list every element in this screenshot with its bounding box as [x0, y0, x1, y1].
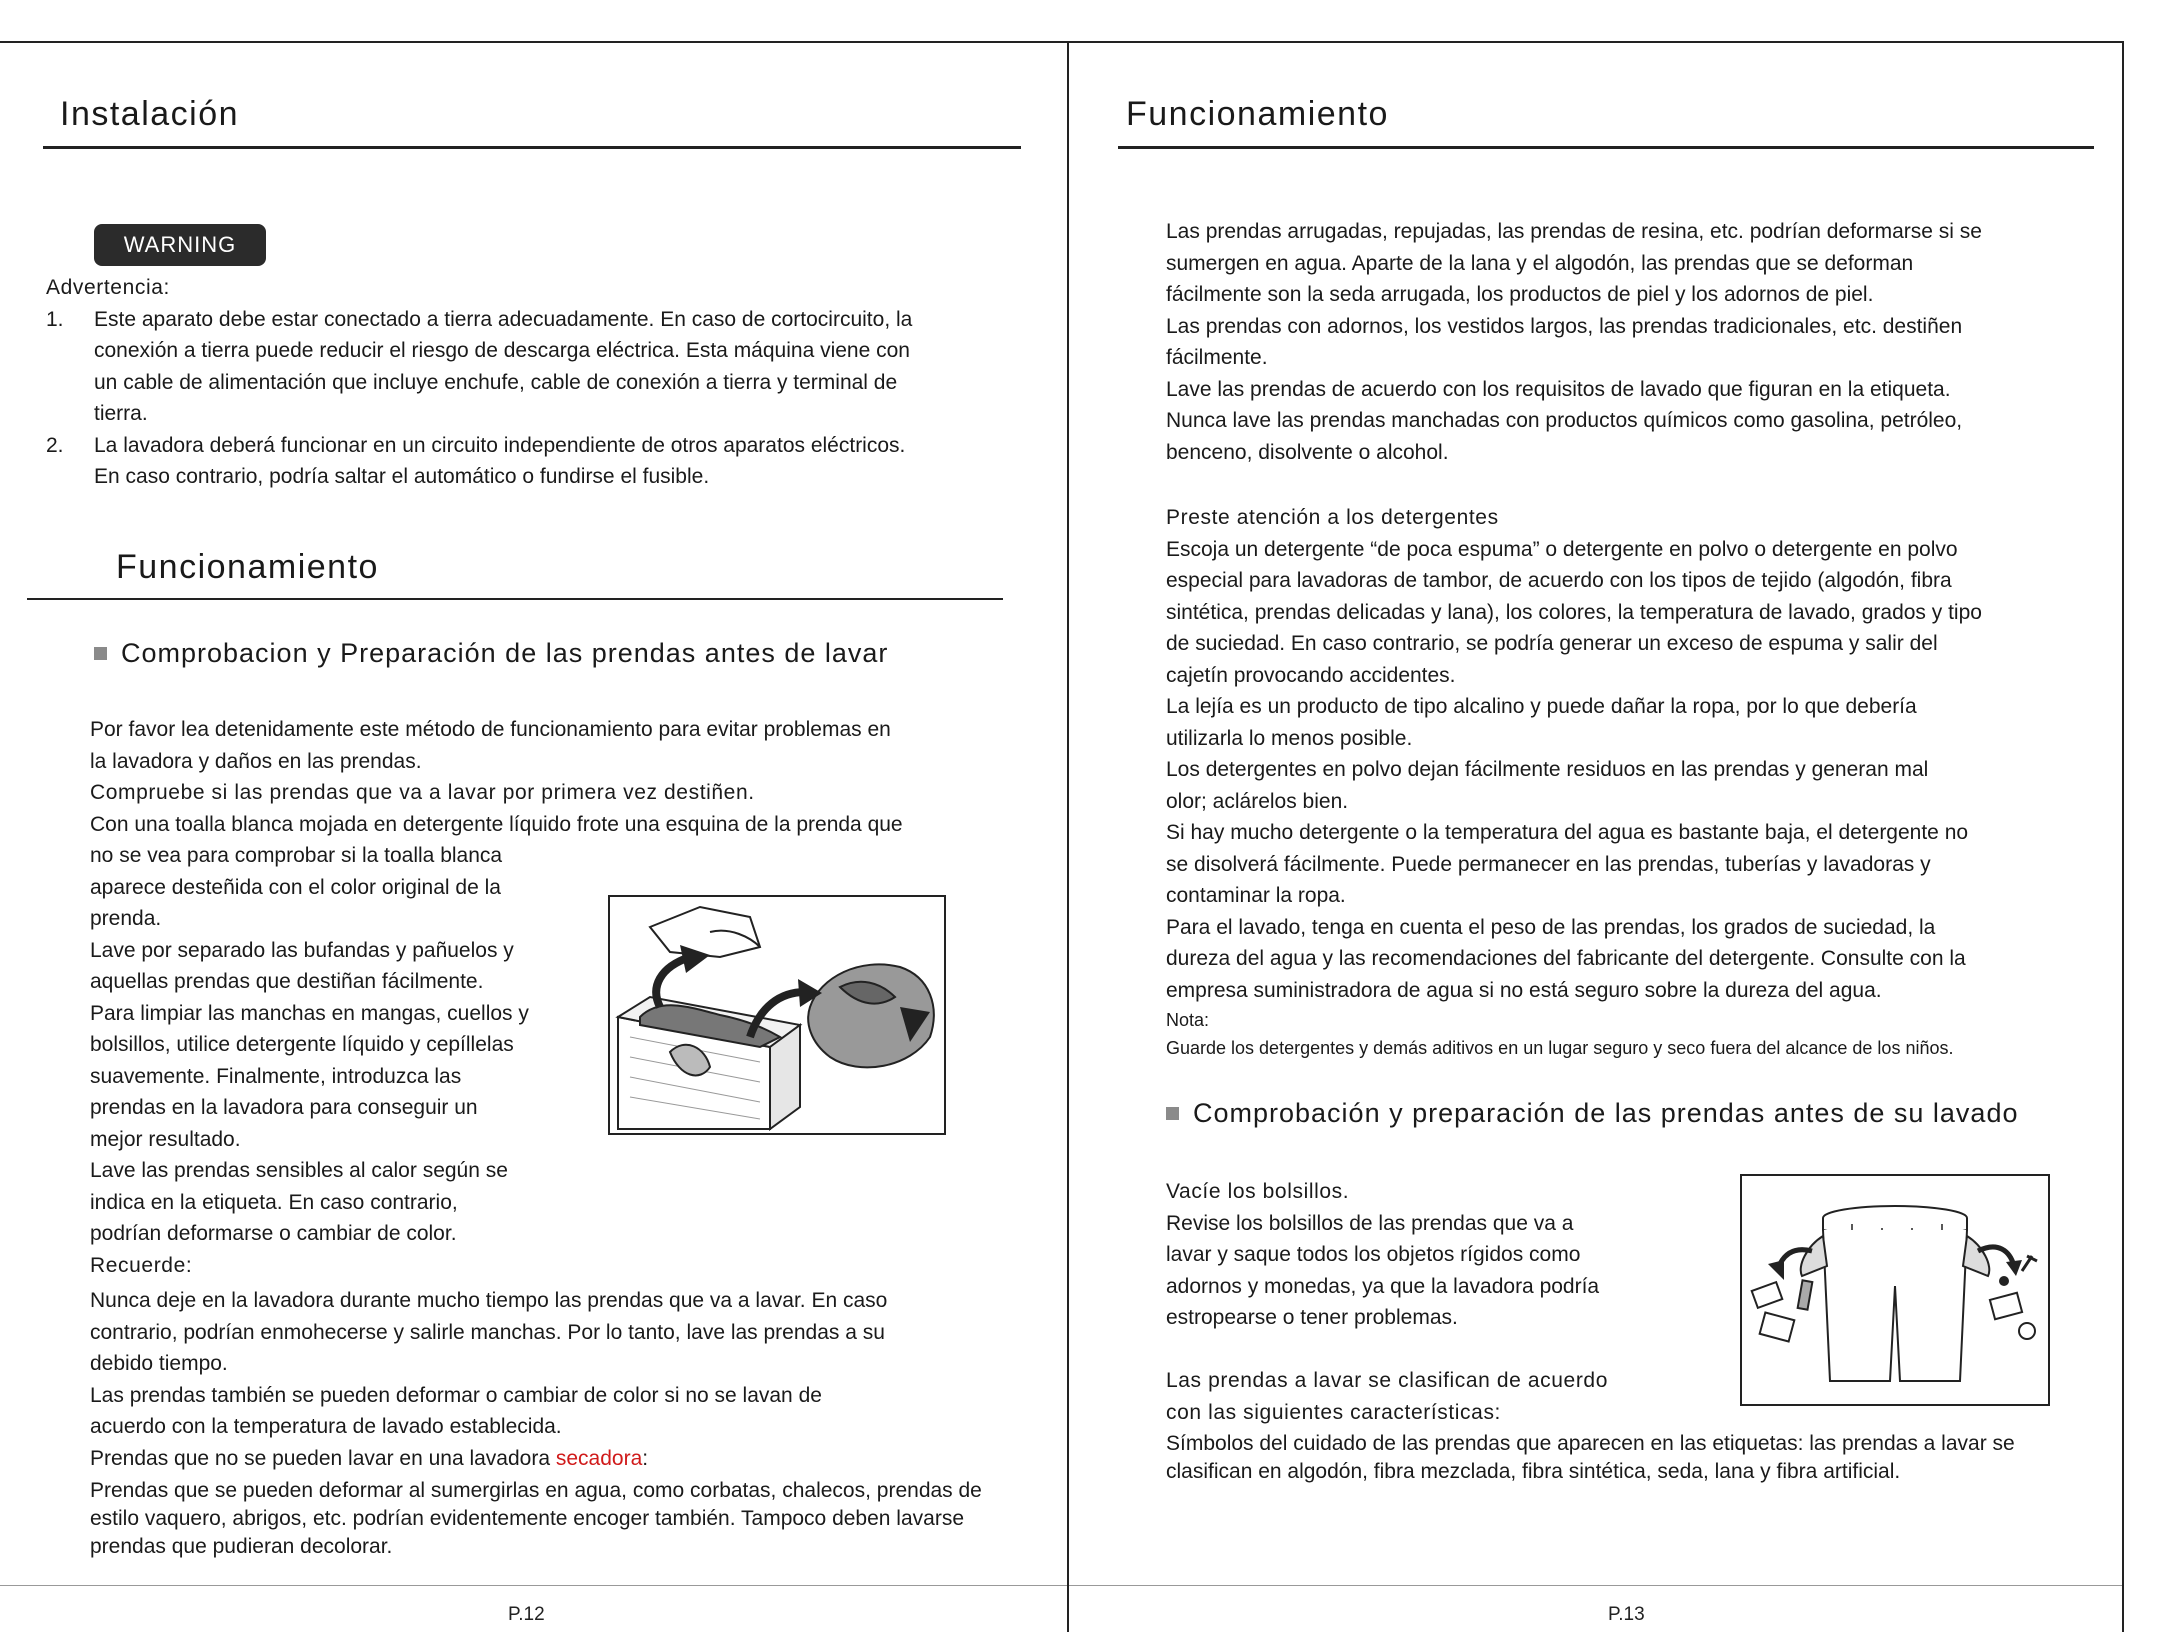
heading-funcionamiento-right-rule [1118, 146, 2094, 149]
not-washable-highlight: secadora [555, 1446, 643, 1470]
wrap-line: suavemente. Finalmente, introduzca las [90, 1064, 462, 1088]
warning-item-2-number: 2. [46, 433, 64, 457]
wrap-line: Para limpiar las manchas en mangas, cuellos y [90, 1001, 529, 1025]
final-line: Prendas que se pueden deformar al sumergirlas en agua, como corbatas, chalecos, prendas de [90, 1479, 982, 1502]
footer-rule-left [0, 1585, 1067, 1586]
classify-line: con las siguientes características: [1166, 1400, 1501, 1424]
wrap-line: Lave por separado las bufandas y pañuelos y [90, 938, 514, 962]
detergent-line: empresa suministradora de agua si no está seguro sobre la dureza del agua. [1166, 978, 1882, 1002]
wrap-line: bolsillos, utilice detergente líquido y cepíllelas [90, 1033, 514, 1056]
wrap-block [90, 840, 610, 1281]
spacer [1166, 1334, 1686, 1366]
pockets-block [1166, 1176, 1686, 1428]
laundry-basket-icon [610, 897, 944, 1133]
note-label: Nota: [1166, 1010, 1210, 1030]
detergent-line: cajetín provocando accidentes. [1166, 663, 1456, 687]
intro-block [90, 714, 1040, 840]
symbols-block [1166, 1430, 2086, 1486]
heading-installation-rule [43, 146, 1021, 149]
pockets-line: adornos y monedas, ya que la lavadora podría [1166, 1274, 1600, 1298]
wrap-line: indica en la etiqueta. En caso contrario, [90, 1190, 458, 1214]
trousers-icon [1742, 1176, 2048, 1404]
right-intro-line: sumergen en agua. Aparte de la lana y el algodón, las prendas que se deforman [1166, 251, 1914, 275]
page-number-left: P.12 [508, 1604, 545, 1625]
wrap-line: Recuerde: [90, 1253, 193, 1277]
warning-item-1-line: tierra. [94, 402, 148, 425]
page-frame-top [0, 41, 2124, 43]
intro-line: Con una toalla blanca mojada en detergente líquido frote una esquina de la prenda que [90, 812, 903, 836]
page-frame-right [2122, 41, 2124, 1632]
clothes-to-washer-illustration [608, 895, 946, 1135]
warning-item-2-line: En caso contrario, podría saltar el automático o fundirse el fusible. [94, 465, 710, 488]
remember-line: contrario, podrían enmohecerse y salirle manchas. Por lo tanto, lave las prendas a su [90, 1320, 885, 1344]
square-bullet-icon [1166, 1107, 1179, 1120]
right-intro-line: Las prendas arrugadas, repujadas, las prendas de resina, etc. podrían deformarse si se [1166, 220, 1982, 243]
heading-installation: Instalación [60, 95, 240, 133]
right-intro-line: benceno, disolvente o alcohol. [1166, 440, 1449, 464]
wrap-line: no se vea para comprobar si la toalla blanca [90, 844, 503, 867]
detergent-line: olor; aclárelos bien. [1166, 789, 1349, 813]
warning-badge: WARNING [94, 224, 266, 266]
pockets-line: lavar y saque todos los objetos rígidos como [1166, 1243, 1581, 1266]
remember-block [90, 1285, 1050, 1474]
symbols-line: Símbolos del cuidado de las prendas que aparecen en las etiquetas: las prendas a lavar se [1166, 1432, 2015, 1455]
warning-label: Advertencia: [46, 276, 170, 299]
remember-line: Nunca deje en la lavadora durante mucho tiempo las prendas que va a lavar. En caso [90, 1289, 888, 1312]
right-intro-line: Las prendas con adornos, los vestidos largos, las prendas tradicionales, etc. destiñen [1166, 314, 1963, 338]
not-washable-prefix: Prendas que no se pueden lavar en una lavadora [90, 1446, 556, 1470]
detergent-line: La lejía es un producto de tipo alcalino y puede dañar la ropa, por lo que debería [1166, 695, 1917, 718]
wrap-line: podrían deformarse o cambiar de color. [90, 1222, 457, 1245]
warning-item-2-line: La lavadora deberá funcionar en un circuito independiente de otros aparatos eléctricos. [94, 433, 906, 457]
intro-line: Compruebe si las prendas que va a lavar por primera vez destiñen. [90, 781, 755, 804]
right-intro-block [1166, 216, 2032, 468]
warning-item-1-line: Este aparato debe estar conectado a tierra adecuadamente. En caso de cortocircuito, la [94, 307, 913, 331]
detergent-line: de suciedad. En caso contrario, se podría generar un exceso de espuma y salir del [1166, 632, 1938, 655]
heading-funcionamiento-left-rule [27, 598, 1003, 600]
not-washable-suffix: : [642, 1446, 649, 1470]
remember-line: acuerdo con la temperatura de lavado establecida. [90, 1415, 562, 1438]
wrap-line: aquellas prendas que destiñan fácilmente. [90, 970, 484, 993]
detergent-line: se disolverá fácilmente. Puede permanecer en las prendas, tuberías y lavadoras y [1166, 852, 1931, 876]
warning-item-1-line: conexión a tierra puede reducir el riesgo de descarga eléctrica. Esta máquina viene con [94, 339, 910, 362]
remember-line: debido tiempo. [90, 1352, 228, 1375]
pockets-line: estropearse o tener problemas. [1166, 1306, 1458, 1329]
trousers-pockets-illustration [1740, 1174, 2050, 1406]
wrap-line: mejor resultado. [90, 1127, 241, 1151]
warning-item-1-number: 1. [46, 307, 64, 331]
detergent-line: Los detergentes en polvo dejan fácilmente residuos en las prendas y generan mal [1166, 758, 1929, 781]
detergent-title: Preste atención a los detergentes [1166, 506, 1499, 529]
detergent-line: contaminar la ropa. [1166, 884, 1346, 907]
wrap-line: Lave las prendas sensibles al calor según se [90, 1159, 508, 1182]
right-intro-line: Lave las prendas de acuerdo con los requisitos de lavado que figuran en la etiqueta. [1166, 377, 1951, 401]
heading-funcionamiento-right: Funcionamiento [1126, 95, 1389, 133]
right-intro-line: Nunca lave las prendas manchadas con productos químicos como gasolina, petróleo, [1166, 409, 1963, 432]
heading-funcionamiento-left: Funcionamiento [116, 548, 379, 586]
warning-item-2 [46, 430, 1006, 493]
right-intro-line: fácilmente son la seda arrugada, los productos de piel y los adornos de piel. [1166, 283, 1874, 306]
detergent-line: sintética, prendas delicadas y lana), los colores, la temperatura de lavado, grados y tipo [1166, 600, 1982, 624]
detergent-line: Si hay mucho detergente o la temperatura del agua es bastante baja, el detergente no [1166, 821, 1969, 844]
right-intro-line: fácilmente. [1166, 346, 1268, 369]
detergent-line: dureza del agua y las recomendaciones del fabricante del detergente. Consulte con la [1166, 947, 1966, 970]
detergent-block [1166, 502, 2066, 1062]
final-line: prendas que pudieran decolorar. [90, 1535, 393, 1558]
detergent-line: utilizarla lo menos posible. [1166, 726, 1413, 750]
remember-line: Las prendas también se pueden deformar o cambiar de color si no se lavan de [90, 1383, 822, 1407]
note-text: Guarde los detergentes y demás aditivos en un lugar seguro y seco fuera del alcance de los niños. [1166, 1038, 1954, 1058]
detergent-line: Para el lavado, tenga en cuenta el peso de las prendas, los grados de suciedad, la [1166, 915, 1936, 939]
page-spine [1067, 41, 1069, 1632]
pockets-line: Vacíe los bolsillos. [1166, 1180, 1350, 1203]
pockets-line: Revise los bolsillos de las prendas que va a [1166, 1211, 1574, 1235]
final-block [90, 1477, 1050, 1561]
warning-item-1 [46, 304, 1006, 430]
detergent-line: especial para lavadoras de tambor, de acuerdo con los tipos de tejido (algodón, fibra [1166, 569, 1952, 592]
intro-line: Por favor lea detenidamente este método de funcionamiento para evitar problemas en [90, 718, 891, 741]
wrap-line: prenda. [90, 907, 162, 930]
wrap-line: aparece desteñida con el color original de la [90, 875, 501, 899]
wrap-line: prendas en la lavadora para conseguir un [90, 1096, 478, 1119]
subheading-right [1166, 1098, 2018, 1129]
not-washable-line [90, 1443, 1050, 1475]
subheading-left-text: Comprobacion y Preparación de las prendas antes de lavar [121, 638, 889, 668]
detergent-line: Escoja un detergente “de poca espuma” o detergente en polvo o detergente en polvo [1166, 537, 1958, 561]
symbols-line: clasifican en algodón, fibra mezclada, fibra sintética, seda, lana y fibra artificial. [1166, 1460, 1901, 1483]
final-line: estilo vaquero, abrigos, etc. podrían evidentemente encoger también. Tampoco deben lavarse [90, 1507, 964, 1530]
square-bullet-icon [94, 647, 107, 660]
warning-item-1-line: un cable de alimentación que incluye enchufe, cable de conexión a tierra y terminal de [94, 370, 898, 394]
subheading-right-text: Comprobación y preparación de las prendas antes de su lavado [1193, 1098, 2019, 1128]
page-number-right: P.13 [1608, 1604, 1645, 1625]
classify-line: Las prendas a lavar se clasifican de acuerdo [1166, 1369, 1608, 1392]
intro-line: la lavadora y daños en las prendas. [90, 749, 422, 773]
footer-rule-right [1069, 1585, 2122, 1586]
warning-section [46, 272, 1006, 493]
subheading-left [94, 638, 888, 669]
